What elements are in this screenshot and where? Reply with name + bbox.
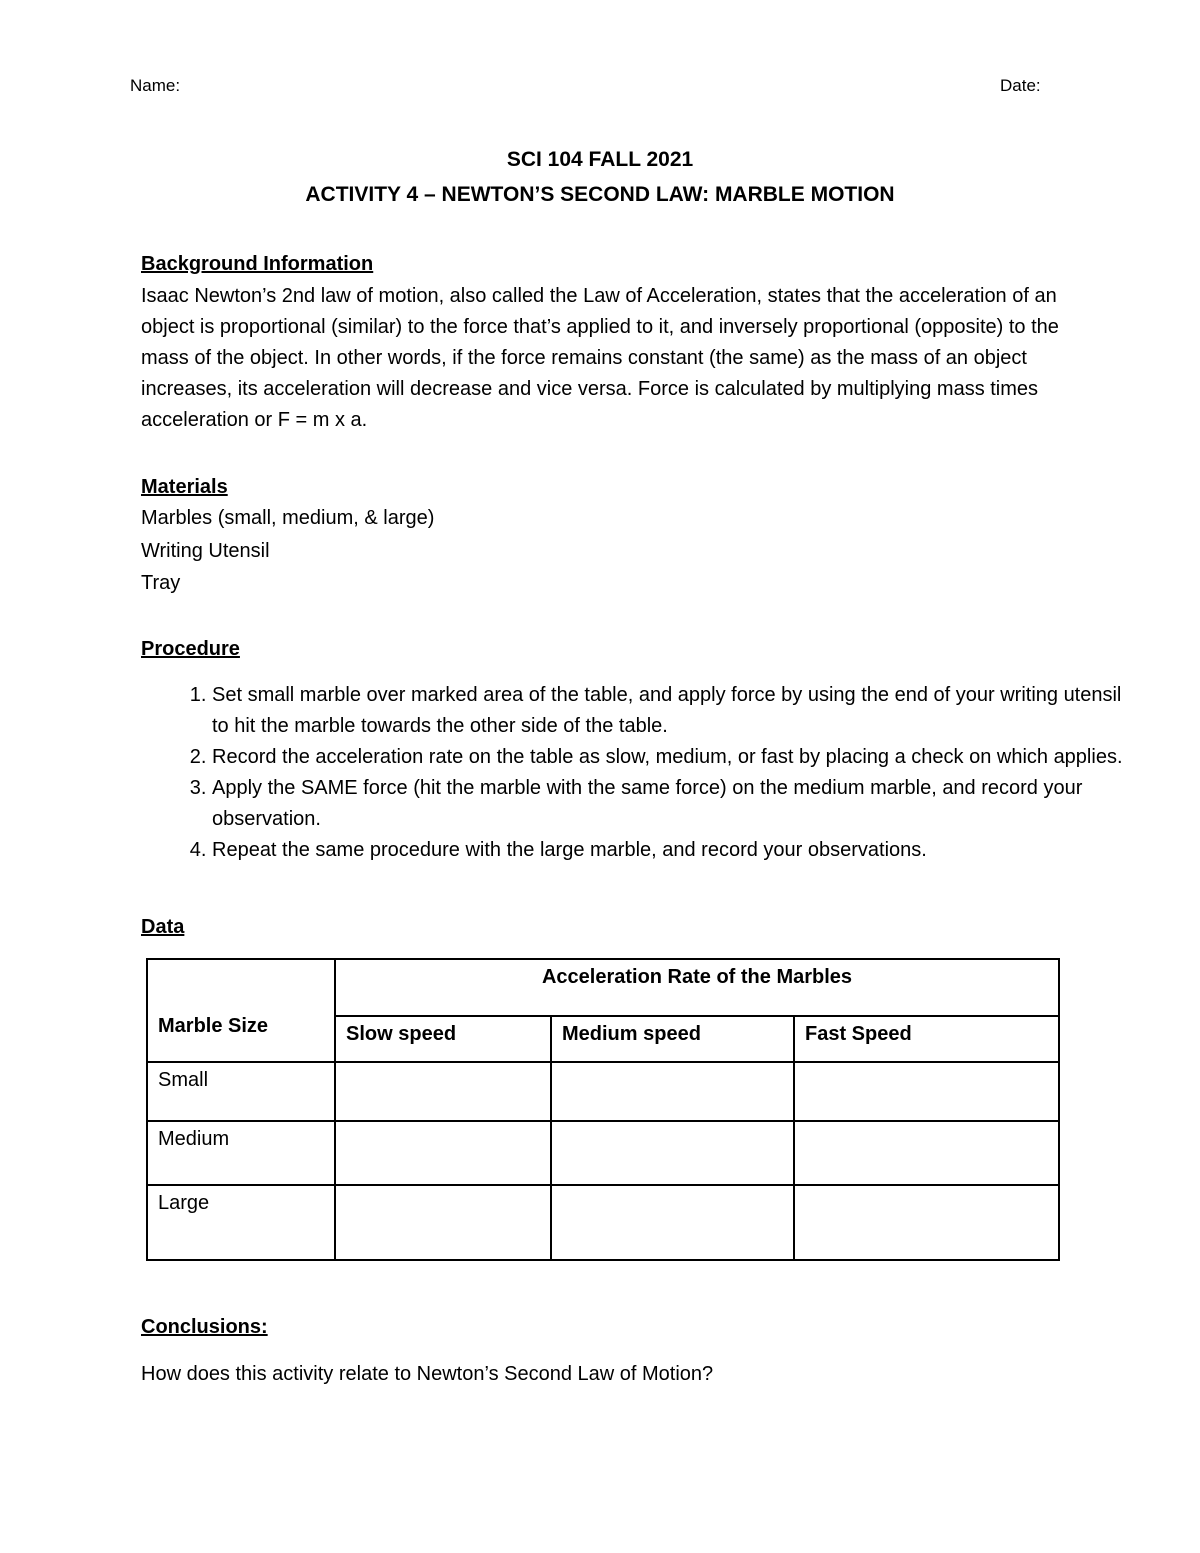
data-heading: Data [141,916,185,938]
background-paragraph [141,281,1071,436]
procedure-step: 2. Record the acceleration rate on the table as slow, medium, or fast by placing a check on which applies. [212,742,1132,773]
cell-large-fast[interactable] [794,1185,1059,1260]
cell-medium-medium[interactable] [551,1121,794,1185]
procedure-step: 1. Set small marble over marked area of the table, and apply force by using the end of your writing utensil to hit the marble towards the other side of the table. [212,680,1132,742]
acceleration-group-header: Acceleration Rate of the Marbles [335,959,1059,1016]
procedure-step: 4. Repeat the same procedure with the large marble, and record your observations. [212,835,1132,866]
column-header-medium: Medium speed [551,1016,794,1062]
procedure-heading: Procedure [141,638,240,660]
column-header-slow: Slow speed [335,1016,551,1062]
row-label-medium: Medium [147,1121,335,1185]
cell-medium-slow[interactable] [335,1121,551,1185]
table-row [147,1062,1059,1121]
cell-small-fast[interactable] [794,1062,1059,1121]
materials-item: Writing Utensil [141,540,270,562]
materials-item: Marbles (small, medium, & large) [141,507,435,529]
cell-large-slow[interactable] [335,1185,551,1260]
course-title: SCI 104 FALL 2021 [506,148,694,171]
cell-small-medium[interactable] [551,1062,794,1121]
table-row [147,1121,1059,1185]
procedure-list [141,680,1132,866]
row-label-small: Small [147,1062,335,1121]
background-heading: Background Information [141,253,374,275]
date-label: Date: [1000,76,1041,95]
data-table [146,958,1060,1261]
table-row [147,1185,1059,1260]
cell-medium-fast[interactable] [794,1121,1059,1185]
conclusions-question: How does this activity relate to Newton’s Second Law of Motion? [141,1363,714,1385]
procedure-step: 3. Apply the SAME force (hit the marble with the same force) on the medium marble, and record your observation. [212,773,1132,835]
activity-title: ACTIVITY 4 – NEWTON’S SECOND LAW: MARBLE MOTION [305,183,895,206]
materials-heading: Materials [141,476,228,498]
marble-size-header: Marble Size [147,959,335,1062]
cell-large-medium[interactable] [551,1185,794,1260]
cell-small-slow[interactable] [335,1062,551,1121]
conclusions-heading: Conclusions: [141,1316,268,1338]
background-text: Isaac Newton’s 2nd law of motion, also called the Law of Acceleration, states that the acceleration of an object is proportional (similar) to the force that’s applied to it, and inversely proportional (opposite) to the mass of the object. In other words, if the force remains constant (the same) as the mass of an object increases, its acceleration will decrease and vice versa. Force is calculated by multiplying mass times acceleration or F = m x a. [141,285,1059,431]
column-header-fast: Fast Speed [794,1016,1059,1062]
row-label-large: Large [147,1185,335,1260]
materials-item: Tray [141,572,181,594]
name-label: Name: [130,76,181,95]
